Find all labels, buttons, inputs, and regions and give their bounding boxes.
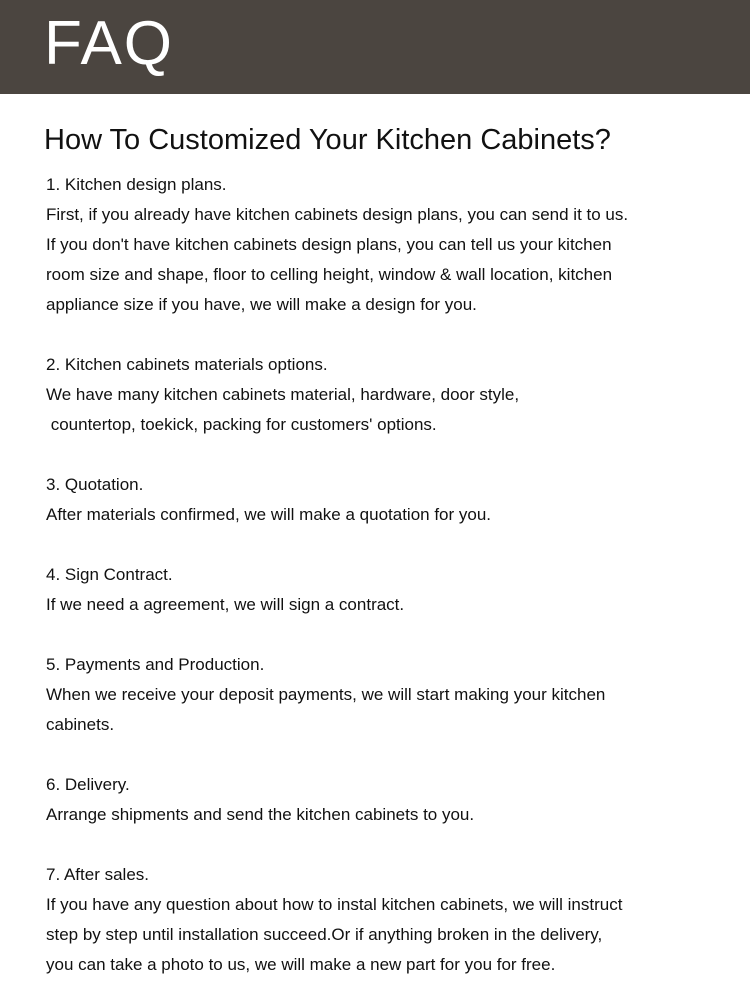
faq-section-design-plans [46,170,736,320]
section-title: 3. Quotation. [46,475,144,494]
section-text-line: If we need a agreement, we will sign a contract. [46,595,405,614]
section-text-line: When we receive your deposit payments, we will start making your kitchen [46,685,606,704]
section-text-line: room size and shape, floor to celling height, window & wall location, kitchen [46,265,613,284]
section-text-line: cabinets. [46,715,115,734]
section-text-line: countertop, toekick, packing for customers' options. [46,415,437,434]
faq-section-quotation [46,470,736,530]
section-text-line: you can take a photo to us, we will make a new part for you for free. [46,955,556,974]
section-title: 6. Delivery. [46,775,130,794]
section-text-line: After materials confirmed, we will make a quotation for you. [46,505,492,524]
faq-section-sign-contract [46,560,736,620]
faq-section-payments-production [46,650,736,740]
section-text-line: step by step until installation succeed.Or if anything broken in the delivery, [46,925,603,944]
banner-title: FAQ [44,9,175,78]
faq-section-delivery [46,770,736,830]
section-text-line: We have many kitchen cabinets material, hardware, door style, [46,385,520,404]
faq-banner [0,0,750,94]
faq-section-materials-options [46,350,736,440]
section-title: 2. Kitchen cabinets materials options. [46,355,328,374]
section-title: 7. After sales. [46,865,149,884]
section-text-line: If you have any question about how to instal kitchen cabinets, we will instruct [46,895,623,914]
section-text-line: If you don't have kitchen cabinets design plans, you can tell us your kitchen [46,235,612,254]
page-heading: How To Customized Your Kitchen Cabinets? [44,124,611,156]
section-title: 5. Payments and Production. [46,655,265,674]
section-text-line: appliance size if you have, we will make a design for you. [46,295,477,314]
section-title: 4. Sign Contract. [46,565,173,584]
faq-content [46,170,736,980]
section-text-line: Arrange shipments and send the kitchen cabinets to you. [46,805,475,824]
faq-section-after-sales [46,860,736,980]
section-title: 1. Kitchen design plans. [46,175,227,194]
section-text-line: First, if you already have kitchen cabinets design plans, you can send it to us. [46,205,629,224]
